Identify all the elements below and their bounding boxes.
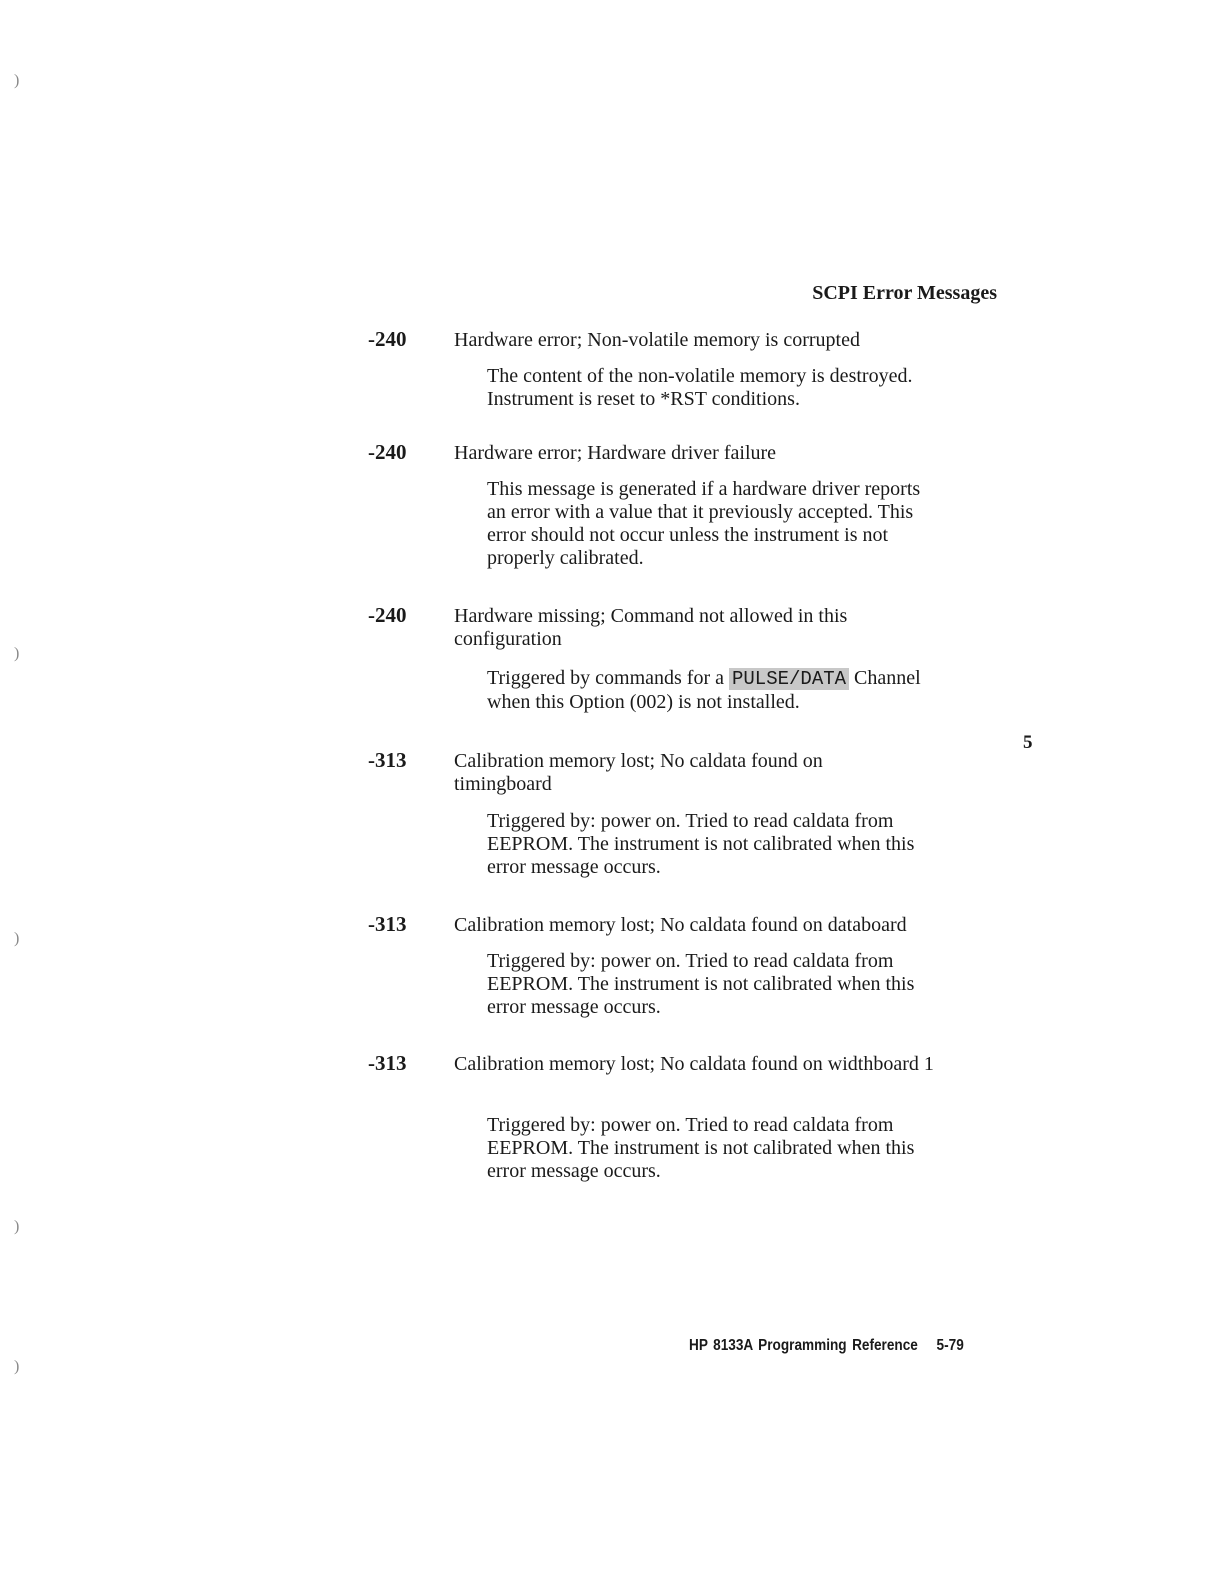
error-code: -313 (368, 748, 407, 772)
error-message: Hardware error; Non-volatile memory is corrupted (454, 329, 860, 351)
binder-mark: ) (14, 1218, 20, 1235)
section-title: SCPI Error Messages (812, 282, 997, 304)
footer-title: HP 8133A Programming Reference (689, 1337, 918, 1354)
error-code: -313 (368, 1051, 407, 1075)
error-message: Hardware missing; Command not allowed in this configuration (454, 605, 848, 650)
binder-mark: ) (14, 1358, 20, 1375)
error-code: -313 (368, 912, 407, 936)
error-message: Calibration memory lost; No caldata found on widthboard 1 (454, 1053, 934, 1075)
binder-mark: ) (14, 645, 20, 662)
error-message: Calibration memory lost; No caldata found on databoard (454, 914, 907, 936)
error-description: Triggered by: power on. Tried to read caldata from EEPROM. The instrument is not calibrated when this error message occurs. (487, 950, 915, 1018)
error-code: -240 (368, 327, 407, 351)
error-message: Hardware error; Hardware driver failure (454, 442, 777, 464)
binder-mark: ) (14, 930, 20, 947)
error-description: Triggered by: power on. Tried to read caldata from EEPROM. The instrument is not calibrated when this error message occurs. (487, 810, 915, 878)
error-message: Calibration memory lost; No caldata found on timingboard (454, 750, 823, 795)
page-footer (689, 1337, 964, 1355)
binder-mark: ) (14, 72, 20, 89)
pulse-data-channel-highlight: PULSE/DATA (729, 668, 849, 690)
error-description: Triggered by: power on. Tried to read caldata from EEPROM. The instrument is not calibrated when this error message occurs. (487, 1114, 915, 1182)
chapter-tab: 5 (1023, 732, 1033, 753)
error-code: -240 (368, 603, 407, 627)
error-description: This message is generated if a hardware driver reports an error with a value that it previously accepted. This error should not occur unless the instrument is not properly calibrated. (487, 478, 921, 569)
error-code: -240 (368, 440, 407, 464)
page-number: 5-79 (936, 1337, 964, 1354)
error-description: The content of the non-volatile memory is destroyed. Instrument is reset to *RST conditions. (487, 365, 913, 410)
error-description: Triggered by commands for a PULSE/DATA Channel when this Option (002) is not installed. (487, 667, 921, 713)
